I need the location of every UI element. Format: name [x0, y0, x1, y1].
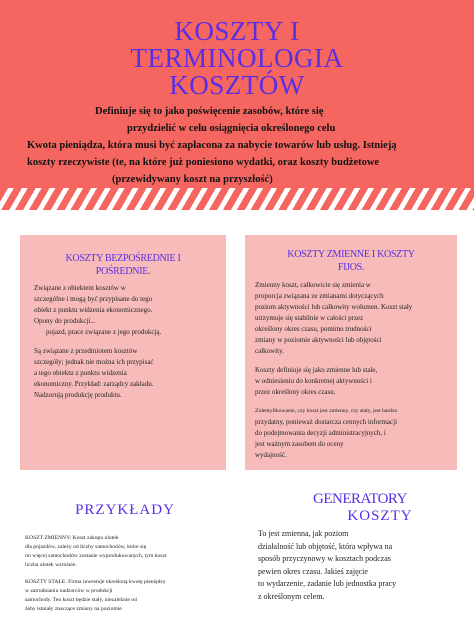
card-line: pojazd, prace związane z jego produkcją.: [46, 328, 162, 336]
card-line: Opony do produkcji...: [34, 317, 96, 325]
examples-line: samochody. Ten koszt będzie stały, niezależnie od: [25, 597, 137, 603]
money-line: Kwota pieniądza, która musi być zapłacona za nabycie towarów lub usług. Istnieją: [27, 140, 397, 151]
examples-line: im więcej samochodów zostanie wyprodukowanych, tym koszt: [25, 553, 167, 559]
generators-line: z określonym celem.: [258, 591, 325, 601]
generators-line: to wydarzenie, zadanie lub jednostka pracy: [258, 579, 397, 588]
definition-line: przydzielić w celu osiągnięcia określonego celu: [127, 123, 336, 134]
card-paragraph: [255, 280, 453, 357]
card-paragraph: [34, 283, 219, 338]
money-line: koszty rzeczywiste (te, na które już poniesiono wydatki, oraz koszty budżetowe: [27, 157, 380, 168]
card-line: przez określony okres czasu.: [255, 388, 336, 396]
card-line: szczegóły; jednak nie można ich przypisać: [34, 358, 154, 366]
card-line: Zidentyfikowanie, czy koszt jest zmienny, czy stały, jest bardzo: [255, 408, 398, 414]
card-line: całkowity.: [255, 347, 284, 355]
card-line: określony okres czasu, pomimo trudności: [255, 325, 372, 333]
examples-line: KOSZTY STAŁE: Firma inwestuje określoną kwotę pieniędzy: [25, 579, 166, 585]
title-line: TERMINOLOGIA: [130, 43, 344, 73]
card-line: poziom aktywności lub całkowity wolumen. Koszt stały: [255, 303, 413, 311]
card-line: w odniesieniu do konkretnej aktywności i: [255, 377, 372, 385]
direct-indirect-costs-card: [20, 235, 226, 470]
title-line: KOSZTY I: [174, 16, 300, 46]
card-line: do podejmowania decyzji administracyjnych, i: [255, 429, 386, 437]
card-title-line: KOSZTY BEZPOŚREDNIE I: [65, 253, 181, 264]
header-stripe-divider: [0, 188, 474, 210]
card-title: [20, 252, 226, 278]
definition-text: [95, 103, 395, 137]
examples-title: PRZYKŁADY: [75, 502, 175, 518]
generators-title: [265, 491, 455, 525]
generators-line: pewien okres czasu. Jakieś zajęcie: [258, 566, 368, 576]
examples-body: [25, 534, 195, 622]
examples-line: żeby istniały znaczące zmiany na poziomie: [25, 606, 122, 612]
title-line: KOSZTÓW: [169, 70, 305, 100]
definition-line: Definiuje się to jako poświęcenie zasobów, które się: [95, 106, 324, 117]
card-line: przydatny, ponieważ dostarcza cennych informacji: [255, 418, 398, 426]
card-title: [245, 248, 457, 274]
examples-line: w zatrudnianiu nadzorców w produkcji: [25, 588, 113, 594]
card-body: [255, 280, 453, 469]
variable-fixed-costs-card: [245, 235, 457, 470]
card-line: ekonomiczny. Przykład: zarządcy zakładu.: [34, 380, 154, 388]
examples-line: dla pojazdów, zależy od liczby samochodów, które się: [25, 544, 147, 550]
examples-line: liczba ulotek wzrośnie.: [25, 562, 77, 568]
money-line: (przewidywany koszt na przyszłość): [112, 174, 273, 185]
card-line: Są związane z przedmiotem kosztów: [34, 347, 138, 355]
card-line: obiekt z punktu widzenia ekonomicznego.: [34, 306, 153, 314]
card-line: Zmienny koszt, całkowicie się zmienia w: [255, 281, 371, 289]
card-line: zmiany w poziomie aktywności lub objętości: [255, 336, 382, 344]
card-line: wydajność.: [255, 451, 287, 459]
card-line: szczególne i mogą być przypisane do tego: [34, 295, 153, 303]
card-line: Związane z obiektem kosztów w: [34, 284, 126, 292]
card-title-line: FIJOS.: [337, 262, 365, 273]
card-line: Koszty definiuje się jako zmienne lub stałe,: [255, 366, 378, 374]
card-paragraph: [255, 406, 453, 461]
generators-title-line: GENERATORY: [313, 491, 407, 507]
examples-paragraph: [25, 578, 195, 614]
card-line: proporcja związana ze zmianami dotyczących: [255, 292, 384, 300]
card-line: jest ważnym zasobem do oceny: [255, 440, 344, 448]
page-title: [0, 18, 474, 99]
card-paragraph: [255, 365, 453, 398]
generators-body: [258, 528, 458, 603]
generators-title-line: KOSZTY: [347, 508, 413, 524]
examples-line: KOSZT ZMIENNY: Koszt zakupu ulotek: [25, 535, 119, 541]
examples-paragraph: [25, 534, 195, 570]
card-line: a tego obiektu z punktu widzenia: [34, 369, 127, 377]
card-paragraph: [34, 346, 219, 401]
generators-line: działalność lub objętość, która wpływa na: [258, 541, 393, 551]
card-line: Nadzorują produkcję produktu.: [34, 391, 122, 399]
money-definition-text: [27, 137, 457, 188]
card-title-line: POŚREDNIE.: [95, 266, 151, 277]
card-title-line: KOSZTY ZMIENNE I KOSZTY: [287, 249, 415, 260]
card-body: [34, 283, 219, 409]
generators-line: sposób przyczynowy w kosztach podczas: [258, 554, 391, 563]
card-line: utrzymuje się stabilnie w całości przez: [255, 314, 364, 322]
generators-line: To jest zmienna, jak poziom: [258, 529, 349, 538]
